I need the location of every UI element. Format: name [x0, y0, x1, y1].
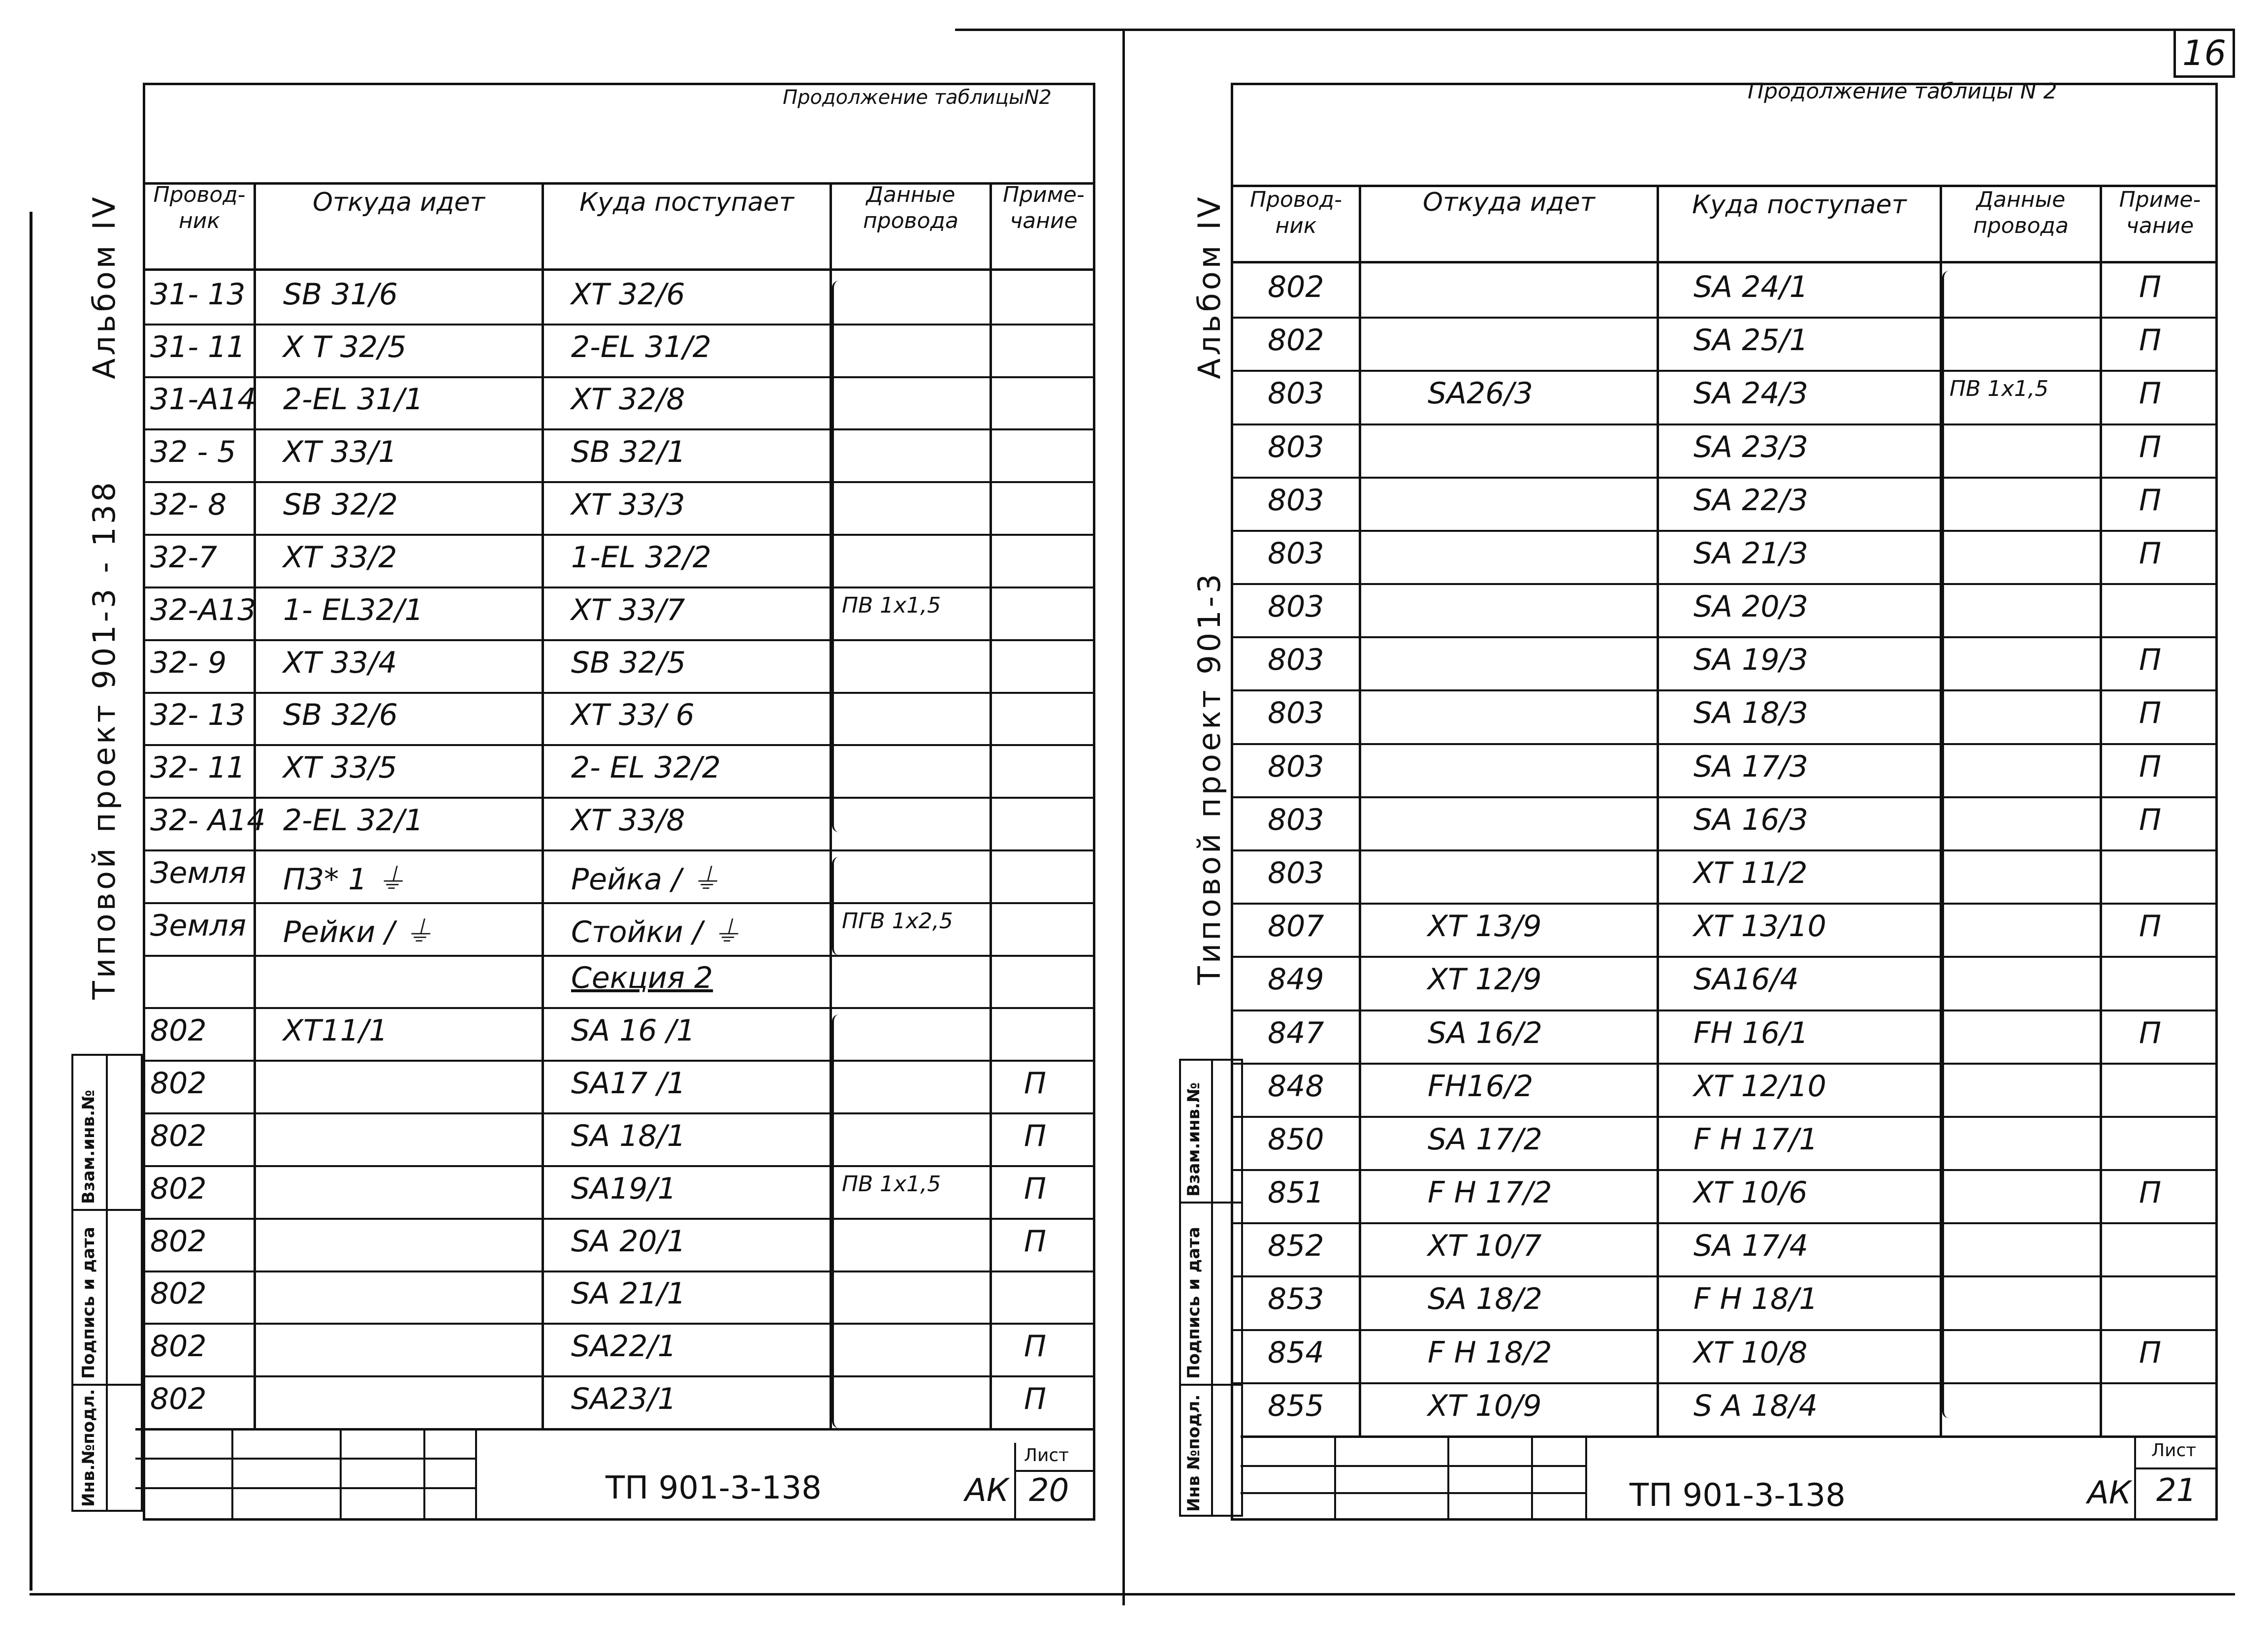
right-stamp-replace: Взам.инв.№	[1184, 1082, 1204, 1197]
cell-from: SB 31/6	[283, 277, 398, 312]
cell-note: П	[1024, 1382, 1047, 1416]
row-divider	[1231, 743, 2218, 745]
cell-wire: 848	[1268, 1069, 1324, 1104]
cell-note: П	[2139, 536, 2162, 571]
cell-wire: 32- A14	[150, 803, 266, 838]
cell-wire: 32-A13	[150, 593, 256, 627]
row-divider	[143, 1165, 1095, 1167]
cell-to: 2- EL 32/2	[571, 750, 721, 785]
row-divider	[1231, 1329, 2218, 1331]
cell-note: П	[2139, 1175, 2162, 1210]
row-divider	[1231, 1063, 2218, 1065]
cell-to: F H 17/1	[1693, 1122, 1818, 1157]
cell-to: SA17 /1	[571, 1066, 686, 1101]
cell-wire: 803	[1268, 483, 1324, 518]
right-sheet-label: Лист	[2151, 1440, 2197, 1461]
left-mark: АК	[965, 1472, 1009, 1509]
right-col-divider-4	[2100, 185, 2102, 1435]
cell-wire: 802	[1268, 323, 1324, 358]
left-sheet-number: 20	[1029, 1472, 1069, 1509]
cell-wire: 802	[150, 1172, 207, 1206]
right-tb-col-2	[1447, 1435, 1449, 1519]
cell-note: П	[2139, 909, 2162, 944]
cell-from: F H 18/2	[1428, 1336, 1552, 1370]
row-divider	[143, 481, 1095, 483]
row-divider	[143, 428, 1095, 430]
cell-note: П	[2139, 1336, 2162, 1370]
right-tb-col-1	[1334, 1435, 1336, 1519]
cell-from: X T 32/5	[283, 330, 407, 364]
cell-note: П	[1024, 1329, 1047, 1364]
left-tb-col-2	[340, 1428, 342, 1519]
cell-to: Секция 2	[571, 961, 713, 995]
row-divider	[1231, 583, 2218, 585]
row-divider	[1231, 424, 2218, 425]
cell-to: XT 33/7	[571, 593, 685, 627]
cell-data: ПВ 1x1,5	[842, 593, 941, 618]
left-header-to: Куда поступает	[579, 188, 794, 217]
cell-wire: 803	[1268, 856, 1324, 890]
cell-from: П3* 1 ⏚	[283, 862, 406, 897]
cell-to: XT 13/10	[1693, 909, 1826, 944]
left-stamp-replace: Взам.инв.№	[79, 1090, 98, 1204]
cell-note: П	[1024, 1119, 1047, 1153]
row-divider	[1231, 317, 2218, 319]
cell-to: SA 23/3	[1693, 430, 1808, 464]
row-divider	[1231, 530, 2218, 532]
row-divider	[143, 639, 1095, 641]
cell-wire: 803	[1268, 643, 1324, 677]
row-divider	[143, 1323, 1095, 1325]
right-header-bottom-line	[1231, 261, 2218, 263]
cell-to: SA 16/3	[1693, 803, 1808, 837]
row-divider	[143, 1271, 1095, 1272]
cell-wire: 855	[1268, 1389, 1324, 1423]
cell-data: ПВ 1x1,5	[842, 1172, 941, 1197]
right-tb-row-2	[1241, 1492, 1585, 1494]
row-divider	[143, 376, 1095, 378]
cell-wire: 852	[1268, 1229, 1324, 1263]
row-divider	[1231, 796, 2218, 798]
cell-wire: 802	[1268, 270, 1324, 304]
right-mark: АК	[2087, 1475, 2132, 1511]
cell-wire: 802	[150, 1382, 207, 1416]
right-tb-col-4	[1585, 1435, 1587, 1519]
right-stamp-vertical	[1211, 1059, 1213, 1517]
cell-to: XT 12/10	[1693, 1069, 1826, 1104]
cell-to: XT 33/3	[571, 488, 685, 522]
top-edge-line	[955, 29, 2235, 31]
cell-wire: 802	[150, 1119, 207, 1153]
left-col-divider-4	[990, 182, 992, 1428]
row-divider	[1231, 849, 2218, 851]
row-divider	[1231, 636, 2218, 638]
right-tb-col-3	[1531, 1435, 1533, 1519]
cell-from: SA26/3	[1428, 376, 1533, 411]
cell-note: П	[2139, 643, 2162, 677]
row-divider	[143, 534, 1095, 536]
left-tb-col-3	[423, 1428, 425, 1519]
cell-note: П	[2139, 803, 2162, 837]
cell-from: XT11/1	[283, 1013, 388, 1048]
left-titleblock-top	[135, 1428, 1095, 1431]
row-divider	[1231, 1010, 2218, 1011]
right-col-divider-1	[1359, 185, 1361, 1435]
cell-wire: 32- 13	[150, 698, 246, 732]
cell-from: XT 33/5	[283, 750, 397, 785]
right-header-note: Приме-чание	[2119, 187, 2201, 238]
left-brace-3	[832, 1014, 844, 1428]
cell-from: XT 10/9	[1428, 1389, 1542, 1423]
row-divider	[1231, 1275, 2218, 1277]
cell-wire: 32 - 5	[150, 435, 236, 469]
cell-to: XT 10/6	[1693, 1175, 1808, 1210]
cell-from: 2-EL 31/1	[283, 382, 423, 417]
left-stamp-sign: Подпись и дата	[79, 1227, 98, 1379]
cell-from: SB 32/6	[283, 698, 398, 732]
row-divider	[143, 1218, 1095, 1220]
cell-to: SA19/1	[571, 1172, 676, 1206]
cell-to: SA 17/4	[1693, 1229, 1808, 1263]
cell-from: FH16/2	[1428, 1069, 1533, 1104]
cell-wire: 807	[1268, 909, 1324, 944]
left-col-divider-2	[542, 182, 544, 1428]
cell-from: SA 16/2	[1428, 1016, 1542, 1050]
cell-note: П	[1024, 1066, 1047, 1101]
cell-from: XT 33/1	[283, 435, 397, 469]
row-divider	[143, 692, 1095, 694]
cell-note: П	[2139, 376, 2162, 411]
right-col-divider-2	[1657, 185, 1659, 1435]
cell-wire: 32- 11	[150, 750, 246, 785]
row-divider	[143, 744, 1095, 746]
right-doc-code: ТП 901-3-138	[1629, 1477, 1846, 1514]
cell-to: F H 18/1	[1693, 1282, 1818, 1316]
cell-wire: 803	[1268, 749, 1324, 784]
cell-wire: Земля	[150, 909, 247, 943]
right-side-album: Альбом IV	[1191, 194, 1227, 379]
cell-from: SA 17/2	[1428, 1122, 1542, 1157]
right-side-project: Типовой проект 901-3	[1191, 571, 1227, 985]
cell-wire: 32- 9	[150, 646, 227, 680]
row-divider	[143, 1112, 1095, 1114]
cell-wire: 850	[1268, 1122, 1324, 1157]
cell-from: SB 32/2	[283, 488, 398, 522]
cell-to: SA 22/3	[1693, 483, 1808, 518]
center-fold-line	[1122, 30, 1125, 1605]
row-divider	[143, 902, 1095, 904]
left-header-data: Данные провода	[863, 182, 958, 233]
cell-to: SA 21/1	[571, 1276, 686, 1311]
left-header-from: Откуда идет	[313, 188, 485, 217]
cell-to: S A 18/4	[1693, 1389, 1818, 1423]
cell-from: 2-EL 32/1	[283, 803, 423, 838]
left-tb-sheet-row	[1014, 1470, 1095, 1472]
cell-to: SA22/1	[571, 1329, 676, 1364]
row-divider	[1231, 477, 2218, 479]
cell-to: SB 32/1	[571, 435, 686, 469]
cell-wire: 802	[150, 1276, 207, 1311]
cell-note: П	[2139, 696, 2162, 730]
cell-note: П	[2139, 483, 2162, 518]
cell-to: SA 24/3	[1693, 376, 1808, 411]
cell-to: XT 11/2	[1693, 856, 1808, 890]
cell-to: SB 32/5	[571, 646, 686, 680]
cell-from: XT 10/7	[1428, 1229, 1542, 1263]
right-brace	[1942, 271, 1954, 1418]
row-divider	[143, 797, 1095, 799]
row-divider	[143, 1007, 1095, 1009]
row-divider	[143, 586, 1095, 588]
cell-wire: 802	[150, 1329, 207, 1364]
cell-wire: 32- 8	[150, 488, 227, 522]
row-divider	[143, 324, 1095, 326]
cell-from: XT 33/4	[283, 646, 397, 680]
left-tb-col-4	[475, 1428, 477, 1519]
cell-note: П	[2139, 270, 2162, 304]
right-stamp-inv: Инв №подл.	[1184, 1394, 1204, 1512]
left-stamp-inv: Инв.№подл.	[79, 1389, 98, 1507]
cell-to: SA 16 /1	[571, 1013, 696, 1048]
cell-to: SA 18/3	[1693, 696, 1808, 730]
cell-wire: 802	[150, 1013, 207, 1048]
left-tb-col-1	[231, 1428, 233, 1519]
right-sheet-number: 21	[2156, 1472, 2197, 1509]
cell-data: ПВ 1x1,5	[1949, 376, 2049, 401]
cell-from: XT 33/2	[283, 540, 397, 575]
cell-from: F H 17/2	[1428, 1175, 1552, 1210]
left-caption: Продолжение таблицыN2	[783, 86, 1052, 109]
cell-from: XT 12/9	[1428, 962, 1542, 997]
left-side-album: Альбом IV	[86, 194, 122, 379]
row-divider	[143, 1060, 1095, 1062]
right-header-to: Куда поступает	[1692, 190, 1907, 220]
cell-to: SA 25/1	[1693, 323, 1808, 358]
cell-note: П	[1024, 1224, 1047, 1259]
cell-wire: 802	[150, 1224, 207, 1259]
left-header-wire: Провод-ник	[153, 182, 246, 233]
cell-to: SA23/1	[571, 1382, 676, 1416]
cell-wire: 849	[1268, 962, 1324, 997]
cell-to: SA16/4	[1693, 962, 1799, 997]
left-header-bottom-line	[143, 268, 1095, 271]
left-sheet-label: Лист	[1024, 1445, 1069, 1466]
cell-wire: 803	[1268, 803, 1324, 837]
cell-wire: 32-7	[150, 540, 218, 575]
cell-to: XT 33/ 6	[571, 698, 695, 732]
cell-wire: 803	[1268, 536, 1324, 571]
row-divider	[1231, 956, 2218, 958]
cell-to: XT 33/8	[571, 803, 685, 838]
cell-wire: 803	[1268, 376, 1324, 411]
cell-to: SA 24/1	[1693, 270, 1808, 304]
right-header-from: Откуда идет	[1423, 188, 1595, 217]
cell-wire: 803	[1268, 430, 1324, 464]
cell-to: XT 10/8	[1693, 1336, 1808, 1370]
cell-to: 2-EL 31/2	[571, 330, 711, 364]
cell-wire: 854	[1268, 1336, 1324, 1370]
right-header-data: Данные провода	[1973, 187, 2069, 238]
cell-to: Стойки / ⏚	[571, 915, 742, 949]
cell-to: XT 32/8	[571, 382, 685, 417]
row-divider	[143, 1375, 1095, 1377]
cell-to: Рейка / ⏚	[571, 862, 721, 897]
cell-wire: 803	[1268, 696, 1324, 730]
bottom-edge-line	[30, 1593, 2235, 1596]
left-edge-line	[30, 212, 32, 1591]
cell-wire: 853	[1268, 1282, 1324, 1316]
right-header-wire: Провод-ник	[1249, 187, 1342, 238]
row-divider	[1231, 1169, 2218, 1171]
left-tb-sheet-col	[1014, 1443, 1016, 1519]
left-stamp-vertical	[106, 1054, 108, 1512]
cell-data: ПГВ 1x2,5	[842, 909, 953, 934]
page-number: 16	[2173, 29, 2235, 78]
right-tb-sheet-col	[2134, 1435, 2136, 1519]
row-divider	[1231, 903, 2218, 905]
cell-wire: 31-A14	[150, 382, 256, 417]
left-brace-2	[832, 857, 844, 955]
cell-note: П	[2139, 749, 2162, 784]
cell-to: XT 32/6	[571, 277, 685, 312]
right-stamp-sign: Подпись и дата	[1184, 1227, 1204, 1379]
row-divider	[1231, 689, 2218, 691]
cell-from: SA 18/2	[1428, 1282, 1542, 1316]
cell-note: П	[2139, 430, 2162, 464]
left-header-note: Приме-чание	[1003, 182, 1085, 233]
cell-from: XT 13/9	[1428, 909, 1542, 944]
row-divider	[143, 849, 1095, 851]
cell-to: SA 20/1	[571, 1224, 686, 1259]
cell-note: П	[2139, 1016, 2162, 1050]
cell-to: SA 17/3	[1693, 749, 1808, 784]
cell-wire: 803	[1268, 589, 1324, 624]
cell-wire: 31- 11	[150, 330, 246, 364]
cell-wire: Земля	[150, 856, 247, 890]
cell-wire: 802	[150, 1066, 207, 1101]
row-divider	[1231, 1116, 2218, 1118]
cell-note: П	[2139, 323, 2162, 358]
left-doc-code: ТП 901-3-138	[606, 1470, 822, 1506]
cell-to: SA 20/3	[1693, 589, 1808, 624]
right-tb-row-1	[1241, 1465, 1585, 1467]
right-caption: Продолжение таблицы N 2	[1748, 79, 2057, 104]
cell-to: SA 19/3	[1693, 643, 1808, 677]
cell-to: 1-EL 32/2	[571, 540, 711, 575]
cell-to: SA 18/1	[571, 1119, 686, 1153]
cell-to: SA 21/3	[1693, 536, 1808, 571]
cell-from: Рейки / ⏚	[283, 915, 434, 949]
left-brace-1	[832, 281, 844, 832]
cell-wire: 851	[1268, 1175, 1324, 1210]
row-divider	[1231, 370, 2218, 372]
right-titleblock-top	[1241, 1435, 2218, 1438]
row-divider	[1231, 1222, 2218, 1224]
row-divider	[143, 955, 1095, 957]
cell-wire: 847	[1268, 1016, 1324, 1050]
cell-note: П	[1024, 1172, 1047, 1206]
cell-wire: 31- 13	[150, 277, 246, 312]
cell-to: FH 16/1	[1693, 1016, 1809, 1050]
cell-from: 1- EL32/1	[283, 593, 423, 627]
right-tb-sheet-row	[2134, 1467, 2218, 1469]
row-divider	[1231, 1382, 2218, 1384]
left-side-project: Типовой проект 901-3 - 138	[86, 479, 122, 1000]
